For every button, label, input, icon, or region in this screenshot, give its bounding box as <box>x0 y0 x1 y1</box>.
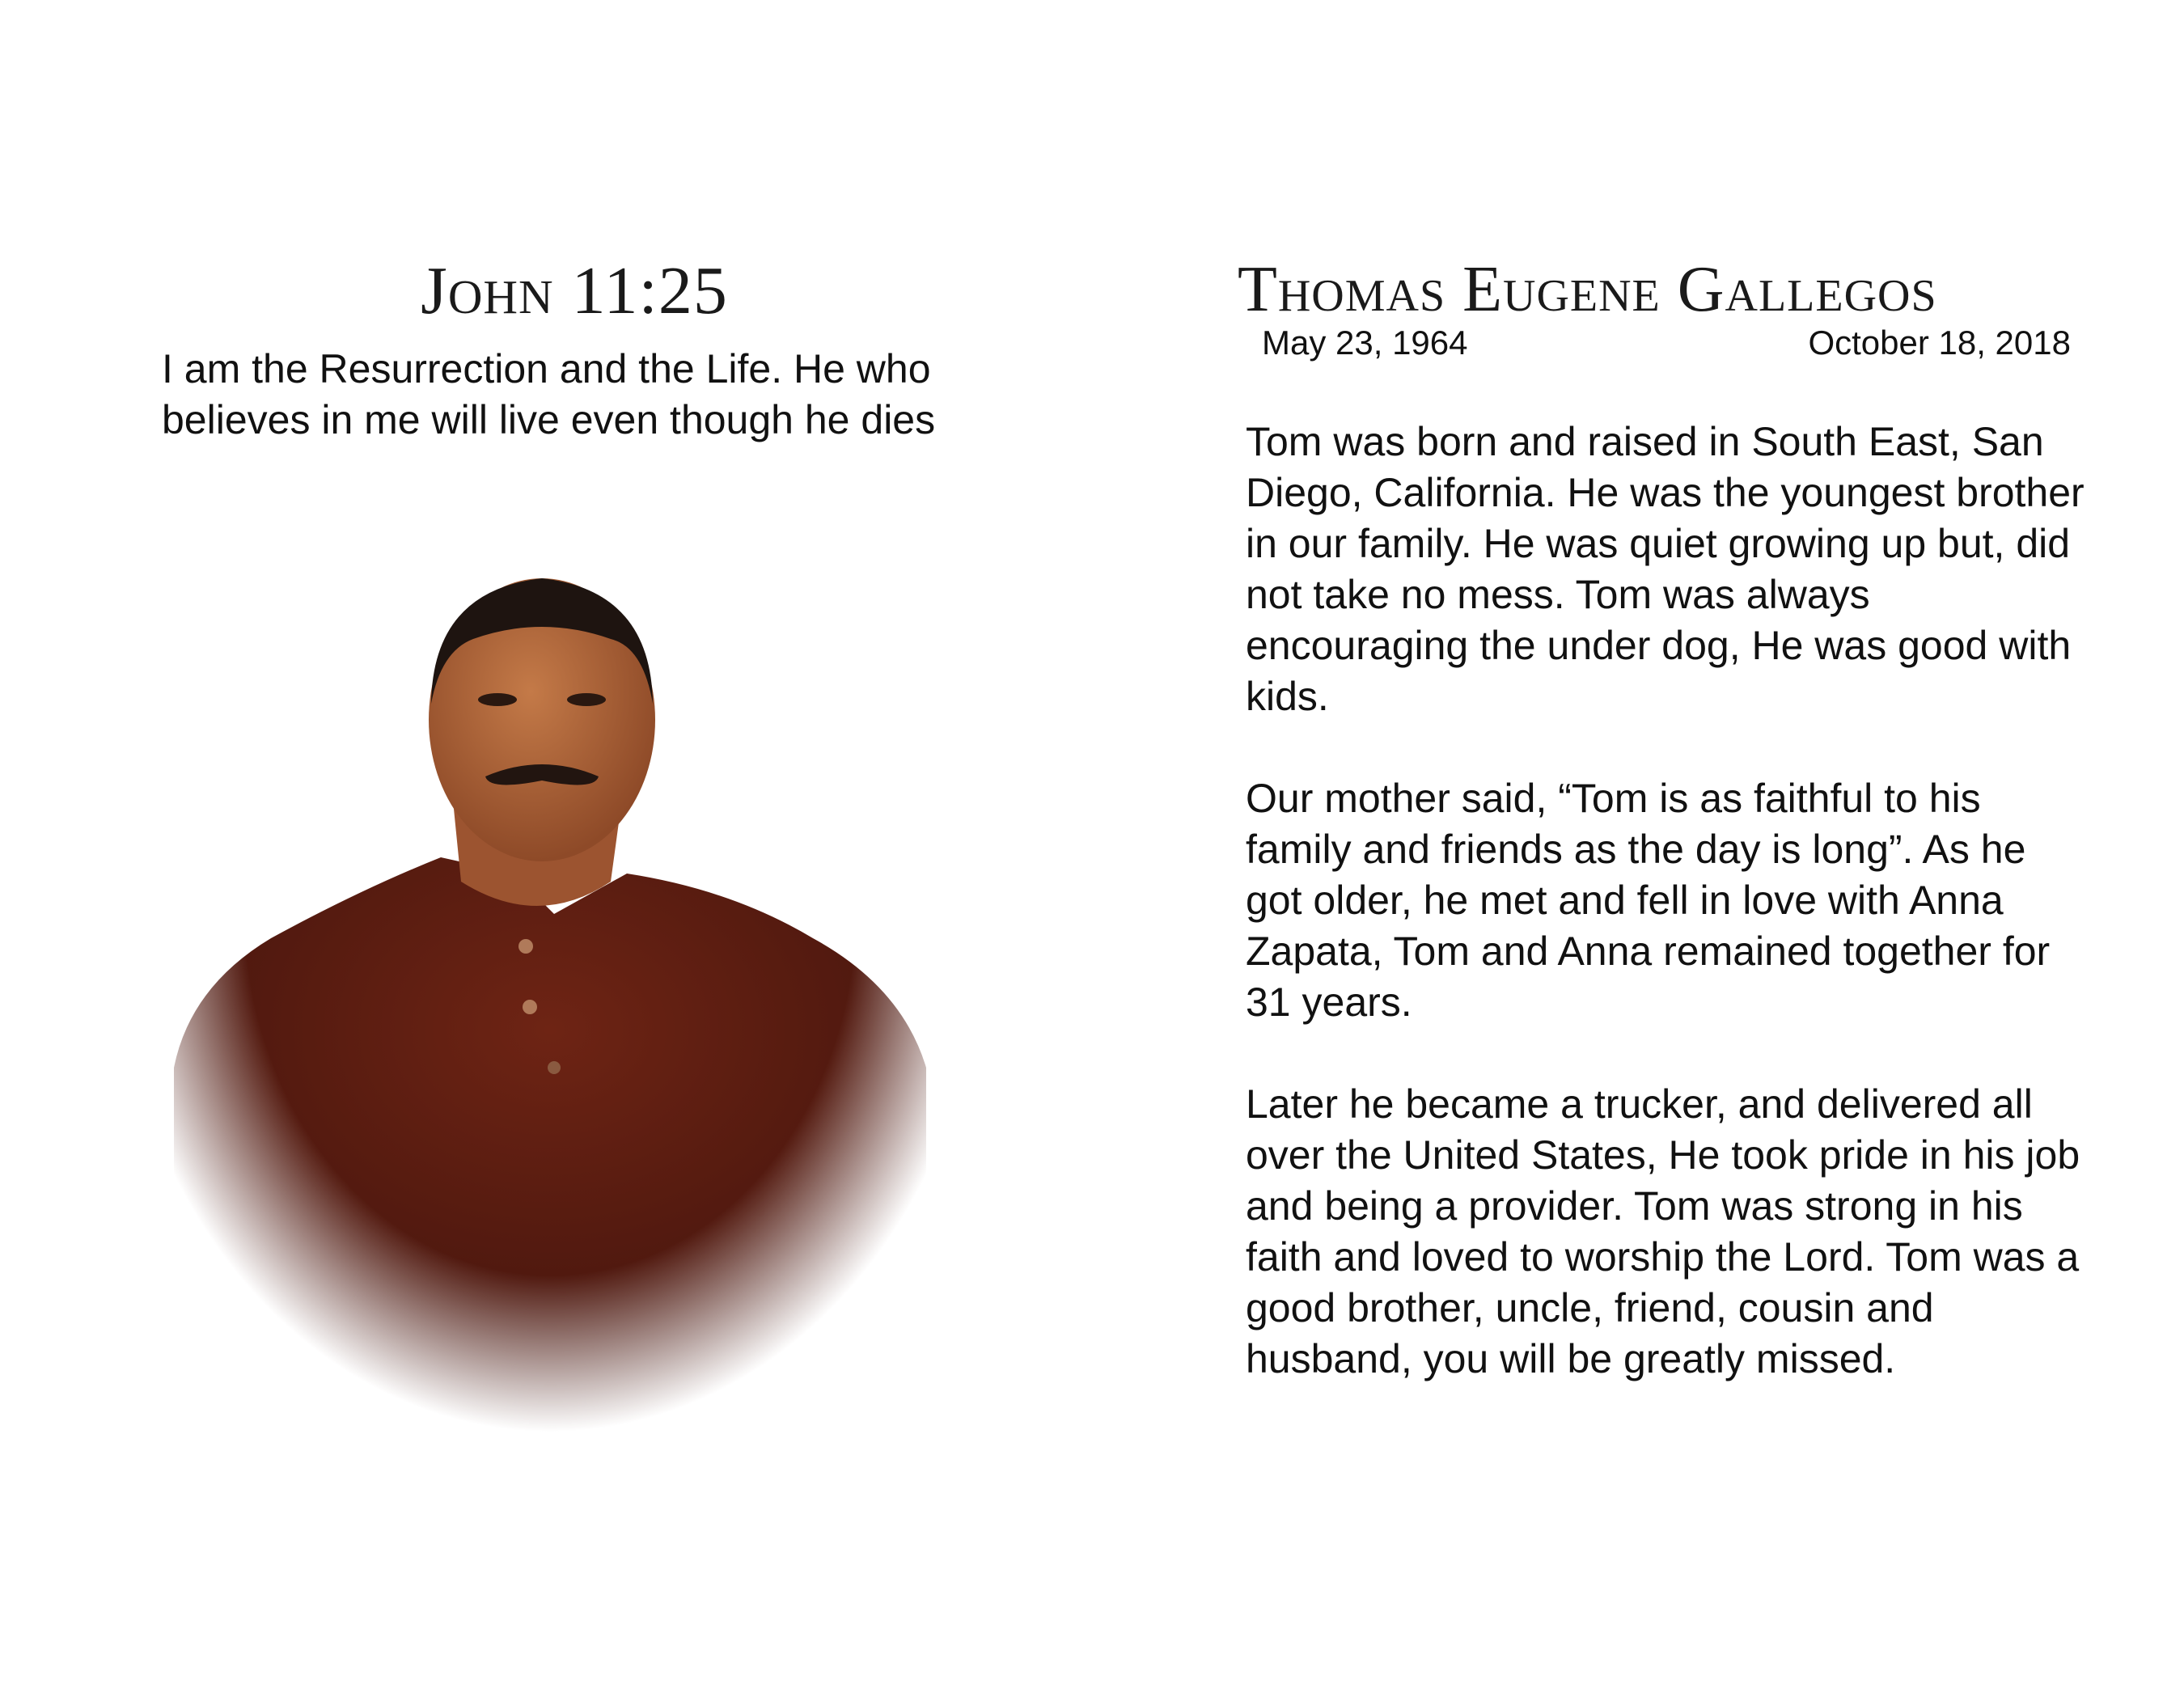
shirt-button <box>518 939 533 954</box>
shirt-button <box>523 1000 537 1014</box>
bio-paragraph: Our mother said, “Tom is as faithful to his family and friends as the day is long”. As he got older, he met and fell in love with Anna Zapata, Tom and Anna remained together for 31 years. <box>1246 776 2051 1025</box>
birth-date: May 23, 1964 <box>1262 324 1468 362</box>
right-eye <box>567 693 606 706</box>
bio-paragraph: Later he became a trucker, and delivered all over the United States, He took pride in his job and being a provider. Tom was strong in his faith and loved to worship the Lord. Tom was a good brother, uncle, friend, cousin and husband, you will be greatly missed. <box>1246 1081 2080 1381</box>
portrait-photo <box>174 534 926 1432</box>
verse-reference: John 11:25 <box>421 253 728 328</box>
shirt-shape <box>174 857 926 1432</box>
left-eye <box>478 693 517 706</box>
portrait-illustration <box>174 534 926 1432</box>
death-date: October 18, 2018 <box>1808 324 2071 362</box>
shirt-button <box>548 1061 561 1074</box>
bio-paragraph: Tom was born and raised in South East, San Diego, California. He was the youngest brother in our family. He was quiet growing up but, did not take no mess. Tom was always encouraging the under dog, He was good with kids. <box>1246 419 2085 719</box>
verse-text: I am the Resurrection and the Life. He who believes in me will live even though he dies <box>162 346 936 442</box>
deceased-name: Thomas Eugene Gallegos <box>1238 254 1937 325</box>
biography <box>1246 417 2087 1436</box>
